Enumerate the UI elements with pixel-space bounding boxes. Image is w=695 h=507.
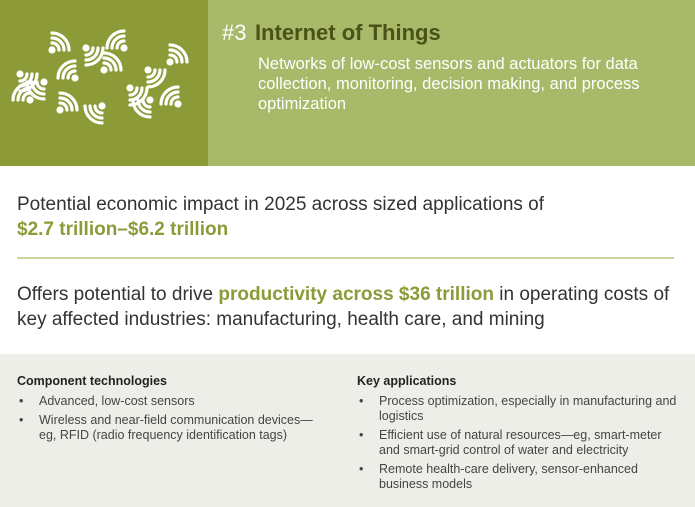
list-item-text: Wireless and near-field communication devices—eg, RFID (radio frequency identification tags) bbox=[39, 413, 313, 442]
title-row bbox=[222, 20, 441, 46]
impact-text: Potential economic impact in 2025 across sized applications of bbox=[17, 194, 545, 215]
bullet-icon: • bbox=[359, 428, 364, 442]
key-applications-list bbox=[357, 394, 677, 492]
section-title: Internet of Things bbox=[254, 20, 441, 45]
details-panel bbox=[0, 354, 695, 507]
bullet-icon: • bbox=[359, 394, 364, 408]
bullet-icon: • bbox=[19, 394, 24, 408]
header-banner bbox=[0, 0, 695, 166]
wireless-signal-pattern-icon bbox=[0, 0, 208, 166]
key-applications-heading: Key applications bbox=[357, 374, 457, 388]
divider bbox=[17, 257, 674, 259]
icon-panel bbox=[0, 0, 208, 166]
productivity-statement bbox=[17, 282, 687, 332]
key-applications bbox=[357, 374, 677, 496]
component-technologies-heading: Component technologies bbox=[17, 374, 167, 388]
offers-prefix: Offers potential to drive bbox=[17, 284, 214, 305]
impact-value: $2.7 trillion–$6.2 trillion bbox=[17, 219, 229, 240]
section-number: #3 bbox=[222, 20, 247, 45]
list-item-text: Advanced, low-cost sensors bbox=[39, 394, 195, 408]
bullet-icon: • bbox=[359, 462, 364, 476]
list-item-text: Process optimization, especially in manufacturing and logistics bbox=[379, 394, 677, 423]
component-technologies bbox=[17, 374, 317, 447]
section-description: Networks of low-cost sensors and actuators for data collection, monitoring, decision making, and process optimization bbox=[258, 55, 640, 113]
list-item-text: Remote health-care delivery, sensor-enhanced business models bbox=[379, 462, 638, 491]
offers-highlight: productivity across $36 trillion bbox=[218, 284, 494, 305]
list-item bbox=[17, 413, 317, 443]
list-item-text: Efficient use of natural resources—eg, smart-meter and smart-grid control of water and electricity bbox=[379, 428, 662, 457]
list-item bbox=[17, 394, 317, 409]
offers-suffix: in operating costs of key affected industries: manufacturing, health care, and mining bbox=[17, 284, 670, 330]
list-item bbox=[357, 428, 677, 458]
list-item bbox=[357, 394, 677, 424]
list-item bbox=[357, 462, 677, 492]
bullet-icon: • bbox=[19, 413, 24, 427]
component-technologies-list bbox=[17, 394, 317, 443]
economic-impact bbox=[17, 192, 682, 242]
